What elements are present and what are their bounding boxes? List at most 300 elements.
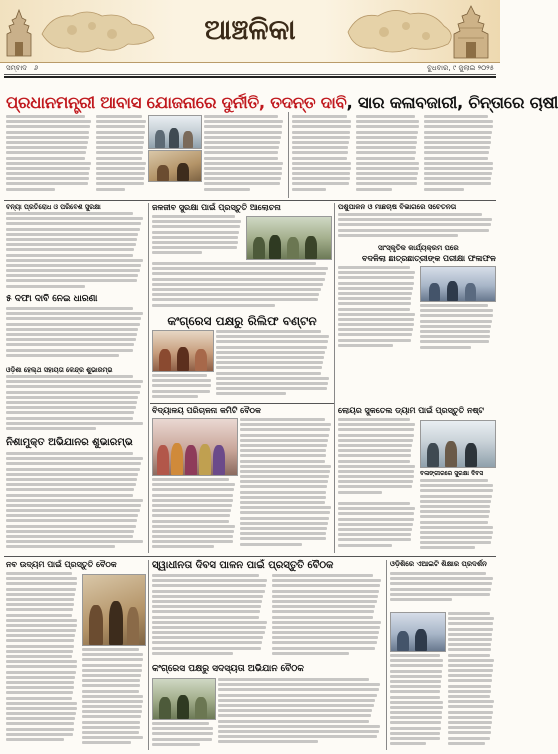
- text-line: [6, 509, 140, 512]
- text-line: [338, 428, 414, 431]
- text-line: [240, 527, 327, 530]
- text-line: [292, 188, 326, 191]
- text-line: [338, 523, 413, 526]
- text-line: [448, 612, 490, 615]
- text-line: [152, 574, 259, 577]
- text-line: [6, 349, 133, 352]
- text-line: [96, 182, 144, 185]
- text-line: [152, 251, 202, 254]
- text-line: [390, 732, 440, 735]
- text-line: [96, 157, 142, 160]
- text-line: [6, 468, 140, 471]
- text-line: [448, 679, 492, 682]
- text-line: [424, 115, 488, 118]
- text-line: [448, 721, 492, 724]
- text-line: [6, 264, 141, 267]
- text-line: [6, 328, 138, 331]
- text-line: [216, 366, 322, 369]
- text-line: [152, 262, 316, 265]
- text-line: [356, 131, 418, 134]
- text-line: [6, 120, 91, 123]
- text-line: [204, 120, 283, 123]
- text-line: [152, 246, 237, 249]
- text-line: [448, 742, 485, 745]
- text-line: [338, 287, 413, 290]
- text-line: [216, 346, 327, 349]
- text-line: [390, 711, 442, 714]
- text-line: [420, 335, 490, 338]
- text-line: [356, 146, 416, 149]
- text-line: [272, 605, 375, 608]
- text-line: [218, 725, 380, 728]
- text-line: [420, 325, 491, 328]
- text-line: [448, 731, 491, 734]
- text-line: [448, 705, 493, 708]
- text-line: [424, 182, 491, 185]
- text-line: [420, 515, 489, 518]
- text-line: [6, 697, 72, 700]
- text-line: [240, 454, 326, 457]
- text-line: [96, 151, 143, 154]
- text-line: [82, 710, 142, 713]
- article-text: [338, 502, 416, 552]
- odisha-map-icon: [32, 4, 162, 58]
- text-line: [6, 691, 73, 694]
- text-line: [356, 120, 419, 123]
- text-line: [338, 470, 414, 473]
- text-line: [152, 241, 238, 244]
- text-line: [96, 188, 125, 191]
- text-line: [338, 460, 410, 463]
- text-line: [6, 639, 74, 642]
- text-line: [420, 330, 490, 333]
- article-text: [152, 478, 236, 552]
- text-line: [338, 465, 415, 468]
- text-line: [240, 465, 331, 468]
- text-line: [338, 282, 414, 285]
- text-line: [152, 488, 234, 491]
- text-line: [338, 276, 414, 279]
- text-line: [152, 231, 239, 234]
- text-line: [338, 434, 414, 437]
- text-line: [152, 374, 207, 377]
- text-line: [82, 664, 142, 667]
- text-line: [216, 330, 321, 333]
- article-text: [338, 213, 494, 243]
- text-line: [6, 572, 72, 575]
- text-line: [152, 535, 233, 538]
- text-line: [272, 584, 380, 587]
- text-line: [420, 500, 491, 503]
- text-line: [6, 738, 64, 741]
- text-line: [152, 267, 328, 270]
- text-line: [424, 125, 493, 128]
- text-line: [390, 696, 440, 699]
- text-line: [420, 309, 493, 312]
- article-text: [338, 266, 416, 354]
- text-line: [6, 494, 133, 497]
- text-line: [82, 736, 143, 739]
- text-line: [292, 162, 351, 165]
- text-line: [96, 146, 143, 149]
- text-line: [338, 485, 412, 488]
- text-line: [448, 654, 490, 657]
- text-line: [82, 695, 143, 698]
- text-line: [82, 721, 140, 724]
- article-text: [204, 115, 284, 195]
- text-line: [420, 521, 488, 524]
- text-line: [82, 700, 143, 703]
- story-title: ସାଂସ୍କୃତିକ କାର୍ଯ୍ୟକ୍ରମ ପରେ: [378, 244, 459, 252]
- text-line: [6, 545, 115, 548]
- text-line: [204, 172, 282, 175]
- text-line: [338, 454, 411, 457]
- text-line: [338, 533, 411, 536]
- text-line: [6, 728, 74, 731]
- text-line: [6, 427, 96, 430]
- text-line: [82, 690, 139, 693]
- divider: [4, 200, 496, 201]
- news-photo: [246, 216, 332, 260]
- text-line: [420, 489, 493, 492]
- text-line: [152, 379, 211, 382]
- text-line: [6, 222, 141, 225]
- text-line: [216, 361, 323, 364]
- story-title: ଓଡ଼ିଶିରେ ଏଆଇଟି ଶିକ୍ଷାର ପ୍ରଦର୍ଶନ: [390, 560, 487, 568]
- text-line: [420, 479, 488, 482]
- text-line: [6, 391, 140, 394]
- text-line: [272, 641, 377, 644]
- text-line: [218, 699, 375, 702]
- news-photo: [152, 330, 214, 372]
- text-line: [420, 304, 488, 307]
- text-line: [204, 162, 283, 165]
- text-line: [240, 537, 326, 540]
- article-text: [152, 215, 242, 257]
- text-line: [6, 406, 136, 409]
- text-line: [292, 182, 349, 185]
- text-line: [6, 307, 133, 310]
- text-line: [152, 514, 230, 517]
- story-title: କଂଗ୍ରେସ ପକ୍ଷରୁ ରିଲିଫ ବଣ୍ଟନ: [167, 314, 317, 328]
- text-line: [356, 125, 419, 128]
- text-line: [6, 603, 74, 606]
- text-line: [6, 141, 88, 144]
- text-line: [6, 146, 87, 149]
- story-title: ଜଳଜୀବ ସୁରକ୍ଷା ପାଇଁ ପ୍ରସ୍ତୁତି ଆଲୋଚନା: [152, 203, 281, 212]
- story-title: ୫ ଦଫା ଦାବି ନେଇ ଧାରଣା: [6, 294, 98, 304]
- text-line: [6, 380, 143, 383]
- text-line: [96, 177, 144, 180]
- text-line: [338, 502, 410, 505]
- text-line: [338, 313, 415, 316]
- text-line: [338, 507, 415, 510]
- story-title: ଓଡ଼ିଶା ହେଲ୍‌ଥ ସହାୟତା କେନ୍ଦ୍ର ଶୁଭାରମ୍ଭ: [6, 366, 113, 374]
- text-line: [356, 136, 417, 139]
- text-line: [424, 146, 490, 149]
- text-line: [152, 395, 198, 398]
- text-line: [240, 543, 302, 546]
- article-text: [152, 722, 214, 748]
- text-line: [6, 535, 133, 538]
- text-line: [6, 259, 143, 262]
- text-line: [272, 616, 373, 619]
- text-line: [356, 151, 416, 154]
- text-line: [390, 670, 442, 673]
- text-line: [448, 648, 491, 651]
- text-line: [240, 480, 328, 483]
- text-line: [272, 595, 378, 598]
- text-line: [6, 686, 74, 689]
- text-line: [448, 664, 493, 667]
- text-line: [216, 387, 327, 390]
- story-title: ବଦଳିଲା ଛାତ୍ରଛାତ୍ରୀଙ୍କ ପରୀକ୍ଷା ଫଳାଫଳ: [362, 254, 496, 263]
- text-line: [6, 274, 138, 277]
- text-line: [338, 308, 410, 311]
- text-line: [420, 346, 471, 349]
- text-line: [6, 588, 76, 591]
- text-line: [424, 172, 492, 175]
- text-line: [338, 528, 412, 531]
- text-line: [6, 488, 134, 491]
- text-line: [390, 742, 426, 745]
- text-line: [204, 136, 281, 139]
- text-line: [6, 338, 136, 341]
- text-line: [96, 172, 145, 175]
- text-line: [420, 505, 490, 508]
- text-line: [240, 475, 329, 478]
- text-line: [152, 384, 211, 387]
- text-line: [240, 460, 325, 463]
- divider: [4, 74, 496, 75]
- text-line: [152, 590, 265, 593]
- news-photo: [420, 266, 496, 302]
- story-title: ସ୍ୱାଧୀନତା ଦିବସ ପାଳନ ପାଇଁ ପ୍ରସ୍ତୁତି ବୈଠକ: [152, 560, 334, 571]
- text-line: [292, 120, 351, 123]
- text-line: [216, 392, 286, 395]
- text-line: [448, 700, 494, 703]
- text-line: [390, 654, 440, 657]
- text-line: [6, 462, 141, 465]
- text-line: [292, 167, 351, 170]
- text-line: [424, 177, 491, 180]
- text-line: [6, 452, 133, 455]
- text-line: [218, 694, 377, 697]
- text-line: [356, 172, 418, 175]
- text-line: [218, 730, 379, 733]
- article-text: [218, 678, 382, 748]
- text-line: [338, 512, 414, 515]
- text-line: [292, 157, 347, 160]
- text-line: [338, 344, 393, 347]
- text-line: [6, 650, 73, 653]
- text-line: [6, 125, 90, 128]
- text-line: [240, 485, 327, 488]
- text-line: [6, 717, 75, 720]
- article-text: [6, 572, 78, 748]
- text-line: [6, 504, 141, 507]
- text-line: [82, 648, 139, 651]
- news-photo: [82, 574, 146, 646]
- text-line: [390, 582, 492, 585]
- text-line: [6, 707, 77, 710]
- text-line: [6, 577, 77, 580]
- text-line: [6, 417, 133, 420]
- text-line: [82, 658, 143, 661]
- article-text: [152, 574, 268, 660]
- text-line: [6, 478, 137, 481]
- article-text: [390, 572, 494, 608]
- text-line: [240, 439, 328, 442]
- text-line: [448, 674, 492, 677]
- text-line: [240, 506, 331, 509]
- article-text: [272, 574, 382, 660]
- article-text: [6, 375, 144, 433]
- text-line: [6, 593, 75, 596]
- text-line: [82, 684, 140, 687]
- text-line: [6, 401, 137, 404]
- article-text: [6, 212, 144, 290]
- text-line: [272, 579, 381, 582]
- article-text: [216, 330, 330, 400]
- text-line: [6, 254, 133, 257]
- text-line: [6, 608, 73, 611]
- text-line: [448, 716, 492, 719]
- text-line: [6, 248, 134, 251]
- text-line: [6, 279, 137, 282]
- text-line: [390, 690, 440, 693]
- column-divider: [386, 560, 387, 750]
- text-line: [272, 636, 378, 639]
- text-line: [420, 541, 491, 544]
- text-line: [218, 714, 371, 717]
- main-headline: ପ୍ରଧାନମନ୍ତ୍ରୀ ଆବାସ ଯୋଜନାରେ ଦୁର୍ନୀତି, ତଦନ୍ତ ଦାବି, ସାର କଳାବଜାରୀ, ଚିନ୍ତାରେ ଚାଷୀ: [6, 93, 558, 112]
- text-line: [82, 669, 142, 672]
- text-line: [356, 115, 415, 118]
- news-photo: [390, 612, 446, 652]
- story-title: ବିଦ୍ୟାଳୟ ପରିଚାଳନା କମିଟି ବୈଠକ: [152, 406, 261, 415]
- text-line: [82, 674, 141, 677]
- text-line: [390, 706, 443, 709]
- text-line: [240, 522, 328, 525]
- text-line: [152, 293, 319, 296]
- news-photo: [152, 678, 216, 720]
- text-line: [240, 470, 330, 473]
- text-line: [338, 328, 413, 331]
- text-line: [152, 288, 321, 291]
- news-photo: [148, 150, 202, 182]
- article-text: [448, 612, 494, 748]
- text-line: [152, 732, 213, 735]
- text-line: [448, 638, 492, 641]
- text-line: [152, 298, 318, 301]
- text-line: [420, 536, 492, 539]
- text-line: [6, 115, 85, 118]
- article-text: [338, 418, 416, 498]
- text-line: [338, 213, 482, 216]
- text-line: [152, 225, 240, 228]
- text-line: [390, 685, 441, 688]
- text-line: [338, 418, 410, 421]
- text-line: [96, 162, 146, 165]
- text-line: [356, 162, 419, 165]
- text-line: [6, 722, 74, 725]
- text-line: [356, 157, 415, 160]
- temple-icon: [4, 8, 34, 58]
- text-line: [448, 685, 491, 688]
- text-line: [216, 340, 328, 343]
- article-text: [152, 374, 212, 400]
- text-line: [240, 449, 326, 452]
- text-line: [6, 483, 136, 486]
- section-title: ଆଞ୍ଚଳିକା: [204, 13, 296, 46]
- text-line: [6, 188, 55, 191]
- text-line: [424, 136, 491, 139]
- text-line: [218, 735, 377, 738]
- text-line: [338, 439, 413, 442]
- text-line: [240, 496, 326, 499]
- text-line: [338, 491, 382, 494]
- text-line: [240, 434, 329, 437]
- text-line: [6, 671, 76, 674]
- text-line: [152, 304, 275, 307]
- text-line: [424, 157, 488, 160]
- text-line: [152, 579, 267, 582]
- text-line: [338, 323, 414, 326]
- text-line: [6, 411, 134, 414]
- article-text: [6, 115, 92, 195]
- text-line: [424, 151, 489, 154]
- masthead: [0, 0, 500, 63]
- text-line: [6, 243, 136, 246]
- text-line: [152, 520, 229, 523]
- text-line: [204, 131, 282, 134]
- text-line: [420, 526, 493, 529]
- text-line: [82, 731, 139, 734]
- text-line: [6, 233, 138, 236]
- article-text: [356, 115, 420, 195]
- text-line: [338, 271, 415, 274]
- text-line: [204, 141, 280, 144]
- text-line: [96, 136, 144, 139]
- text-line: [338, 234, 458, 237]
- text-line: [96, 141, 144, 144]
- text-line: [424, 162, 493, 165]
- text-line: [152, 478, 229, 481]
- article-text: [240, 418, 332, 552]
- text-line: [6, 660, 77, 663]
- text-line: [240, 532, 326, 535]
- odisha-map-icon: [340, 4, 460, 58]
- text-line: [6, 151, 86, 154]
- text-line: [424, 167, 493, 170]
- text-line: [6, 645, 74, 648]
- text-line: [152, 390, 210, 393]
- text-line: [356, 167, 419, 170]
- text-line: [240, 491, 326, 494]
- divider: [4, 76, 496, 78]
- text-line: [390, 727, 441, 730]
- text-line: [240, 423, 331, 426]
- text-line: [6, 519, 137, 522]
- text-line: [152, 525, 235, 528]
- text-line: [272, 590, 379, 593]
- text-line: [204, 125, 282, 128]
- text-line: [6, 312, 143, 315]
- text-line: [6, 285, 85, 288]
- text-line: [152, 738, 212, 741]
- text-line: [292, 136, 350, 139]
